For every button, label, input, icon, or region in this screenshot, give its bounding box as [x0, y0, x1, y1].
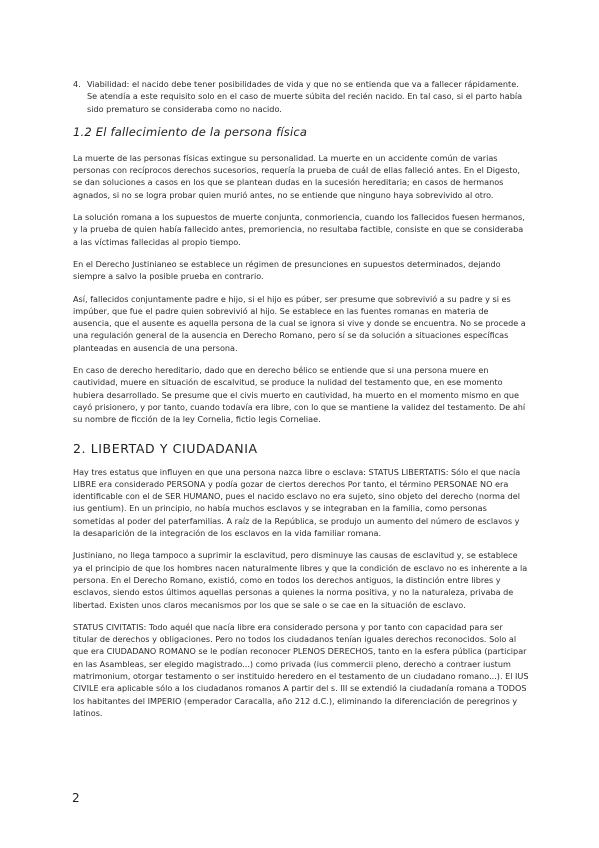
paragraph: STATUS CIVITATIS: Todo aquél que nacía libre era considerado persona y por tanto con capacidad para ser titular de derechos y obligaciones. Pero no todos los ciudadanos tenían iguales derechos reconocidos. Solo al que era CIUDADANO ROMANO se le podían reconocer PLENOS DERECHOS, tanto en la esfera pública (participar en las Asambleas, ser elegido magistrado...) como privada (ius commercii pleno, derecho a contraer iustum matrimonium, otorgar testamento o ser instituido heredero en el testamento de un ciudadano romano...). El IUS CIVILE era aplicable sólo a los ciudadanos romanos A partir del s. III se extendió la ciudadanía romana a TODOS los habitantes del IMPERIO (emperador Caracalla, año 212 d.C.), eliminando la diferenciación de peregrinos y latinos.	[73, 621, 529, 718]
paragraph: La muerte de las personas físicas extingue su personalidad. La muerte en un accidente común de varias personas con recíprocos derechos sucesorios, requería la prueba de cuál de ellas falleció antes. En el Digesto, se dan soluciones a casos en los que se plantean dudas en la sucesión hereditaria; en casos de hermanos agnados, si no se logra probar quien murió antes, no se entiende que ninguno haya sobrevivido al otro.	[73, 152, 520, 200]
paragraph: Hay tres estatus que influyen en que una persona nazca libre o esclava: STATUS LIBERTATIS: Sólo el que nacía LIBRE era considerado PERSONA y podía gozar de ciertos derechos Por tanto, el término PERSONAE NO era identificable con el de SER HUMANO, pues el nacido esclavo no era sujeto, sino objeto del derecho (norma del ius gentium). En un principio, no había muchos esclavos y se integraban en la familia, como personas sometidas al poder del paterfamilias. A raíz de la República, se produjo un aumento del número de esclavos y la desaparición de la integración de los esclavos en la vida familiar romana.	[73, 466, 521, 539]
paragraph: Justiniano, no llega tampoco a suprimir la esclavitud, pero disminuye las causas de esclavitud y, se establece ya el principio de que los hombres nacen naturalmente libres y que la condición de esclavo no es inherente a la persona. En el Derecho Romano, existió, como en todos los derechos antiguos, la distinción entre libres y esclavos, siendo estos últimos aquellas personas a quienes la norma positiva, y no la naturaleza, privaba de libertad. Existen unos claros mecanismos por los que se sale o se cae en la situación de esclavo.	[73, 550, 528, 610]
section-heading-libertad: 2. LIBERTAD Y CIUDADANIA	[73, 440, 258, 456]
page-content	[73, 78, 529, 729]
page-number: 2	[72, 791, 80, 805]
paragraph: En el Derecho Justinianeo se establece un régimen de presunciones en supuestos determinados, dejando siempre a salvo la posible prueba en contrario.	[73, 258, 501, 282]
list-item-number: 4.	[73, 79, 81, 89]
paragraph: Así, fallecidos conjuntamente padre e hijo, si el hijo es púber, ser presume que sobrevivió a su padre y si es impúber, que fue el padre quien sobrevivió al hijo. Se establece en las fuentes romanas en materia de ausencia, que el ausente es aquella persona de la cual se ignora si vive y donde se encuentra. No se procede a una regulación general de la ausencia en Derecho Romano, pero sí se da solución a situaciones específicas planteadas en ausencia de una persona.	[73, 293, 526, 353]
list-item-text: Viabilidad: el nacido debe tener posibilidades de vida y que no se entienda que va a fallecer rápidamente. Se atendía a este requisito solo en el caso de muerte súbita del recién nacido. En tal caso, si el parto había sido prematuro se consideraba como no nacido.	[87, 79, 523, 114]
list-item-viabilidad	[73, 78, 529, 115]
paragraph: La solución romana a los supuestos de muerte conjunta, conmoriencia, cuando los fallecidos fuesen hermanos, y la prueba de quien había fallecido antes, premoriencia, no resultaba factible, consiste en que se consideraba a las víctimas fallecidas al propio tiempo.	[73, 212, 525, 247]
paragraph: En caso de derecho hereditario, dado que en derecho bélico se entiende que si una persona muere en cautividad, muere en situación de escalvitud, se produce la nulidad del testamento que, en ese momento hubiera desarrollado. Se presume que el civis muerto en cautividad, ha muerto en el momento mismo en que cayó prisionero, y por tanto, cuando todavía era libre, con lo que se mantiene la validez del testamento. De ahí su nombre de ficción de la ley Cornelia, fictio legis Corneliae.	[73, 365, 526, 425]
section-heading-fallecimiento: 1.2 El fallecimiento de la persona física	[73, 124, 308, 139]
